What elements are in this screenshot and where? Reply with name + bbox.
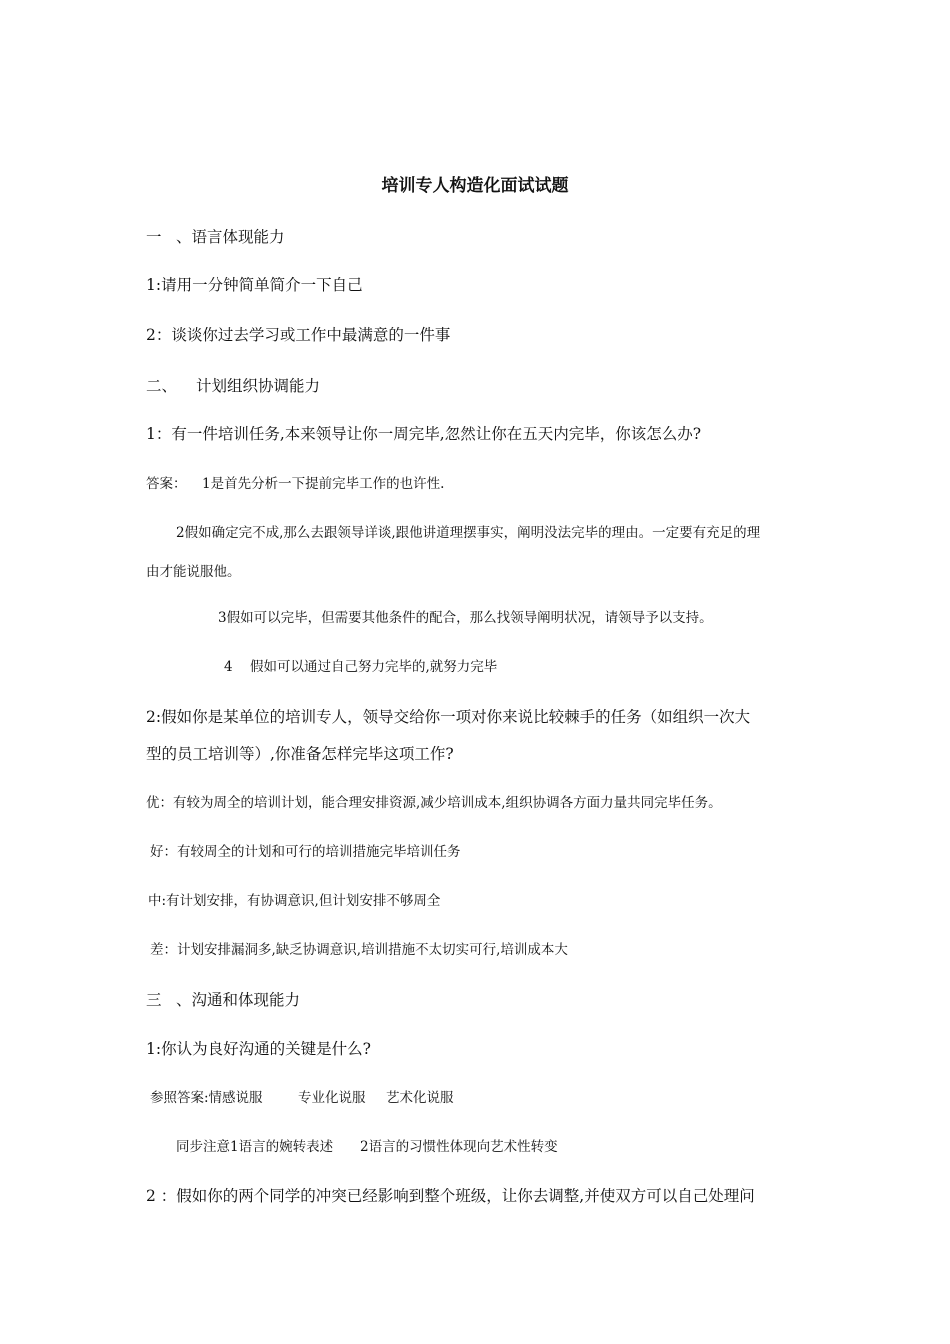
grade-good: 好：有较周全的计划和可行的培训措施完毕培训任务 (150, 844, 461, 860)
section-2-question-2-line-2: 型的员工培训等）,你准备怎样完毕这项工作? (146, 745, 454, 763)
answer-point-3: 3假如可以完毕，但需要其他条件的配合，那么找领导阐明状况，请领导予以支持。 (218, 610, 713, 626)
section-2-number: 二、 (146, 377, 178, 395)
section-1-question-1: 1:请用一分钟简单简介一下自己 (146, 276, 363, 294)
section-3-question-2: 2 ：假如你的两个同学的冲突已经影响到整个班级，让你去调整,并使双方可以自己处理问 (146, 1187, 755, 1205)
section-1-heading: 、语言体现能力 (176, 228, 285, 246)
answer-point-4: 假如可以通过自己努力完毕的,就努力完毕 (250, 659, 498, 675)
answer-label: 答案： (146, 476, 187, 492)
answer-point-4-number: 4 (224, 659, 233, 675)
section-1-question-2: 2：谈谈你过去学习或工作中最满意的一件事 (146, 326, 451, 344)
section-2-heading: 计划组织协调能力 (196, 377, 321, 395)
note-a: 同步注意1语言的婉转表述 (176, 1139, 334, 1155)
answer-point-2-line-2: 由才能说服他。 (146, 564, 241, 580)
answer-point-1: 1是首先分析一下提前完毕工作的也许性. (202, 476, 445, 492)
reference-answer-a: 参照答案:情感说服 (150, 1090, 263, 1106)
grade-excellent: 优：有较为周全的培训计划，能合理安排资源,减少培训成本,组织协调各方面力量共同完毕任务。 (146, 795, 722, 811)
reference-answer-c: 艺术化说服 (386, 1090, 454, 1106)
answer-point-2-line-1: 2假如确定完不成,那么去跟领导详谈,跟他讲道理摆事实，阐明没法完毕的理由。一定要有充足的理 (176, 525, 761, 541)
section-2-question-1: 1：有一件培训任务,本来领导让你一周完毕,忽然让你在五天内完毕，你该怎么办? (146, 425, 702, 443)
document-title: 培训专人构造化面试试题 (381, 176, 569, 196)
section-3-number: 三 (146, 991, 162, 1009)
section-2-question-2-line-1: 2:假如你是某单位的培训专人，领导交给你一项对你来说比较棘手的任务（如组织一次大 (146, 708, 751, 726)
section-1-number: 一 (146, 228, 162, 246)
section-3-question-1: 1:你认为良好沟通的关键是什么? (146, 1040, 371, 1058)
grade-poor: 差：计划安排漏洞多,缺乏协调意识,培训措施不太切实可行,培训成本大 (150, 942, 568, 958)
grade-average: 中:有计划安排，有协调意识,但计划安排不够周全 (148, 893, 441, 909)
reference-answer-b: 专业化说服 (298, 1090, 366, 1106)
section-3-heading: 、沟通和体现能力 (176, 991, 301, 1009)
note-b: 2语言的习惯性体现向艺术性转变 (360, 1139, 558, 1155)
